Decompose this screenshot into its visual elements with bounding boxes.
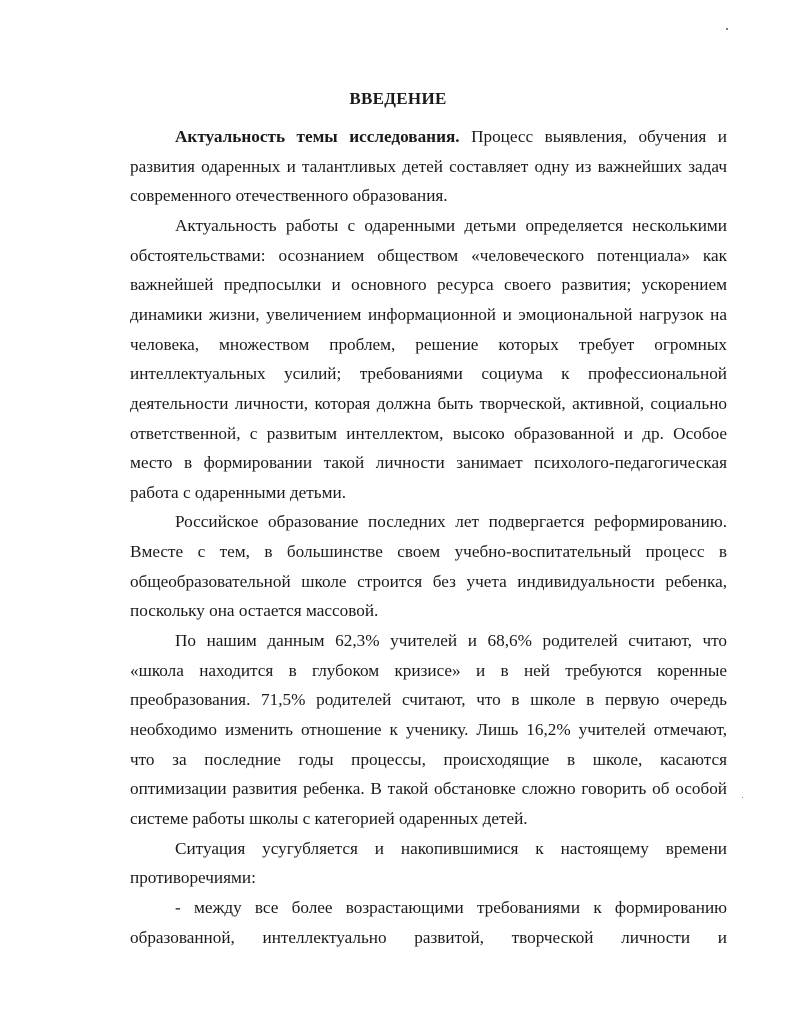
paragraph-line: преобразования. 71,5% родителей считают, что в школе в первую очередь (130, 690, 727, 709)
paragraph-line: «школа находится в глубоком кризисе» и в ней требуются коренные (130, 661, 727, 680)
paragraph-line: современного отечественного образования. (130, 186, 448, 205)
paragraph-line: что за последние годы процессы, происходящие в школе, касаются (130, 750, 727, 769)
paragraph-line: ответственной, с развитым интеллектом, высоко образованной и др. Особое (130, 424, 727, 443)
paragraph-line: интеллектуальных усилий; требованиями социума к профессиональной (130, 364, 727, 383)
paragraph-line: работа с одаренными детьми. (130, 483, 347, 502)
paragraph-line (175, 126, 727, 148)
paragraph-line: Актуальность работы с одаренными детьми определяется несколькими (175, 216, 727, 235)
paragraph-line: Российское образование последних лет подвергается реформированию. (175, 512, 727, 531)
paragraph-line: развития одаренных и талантливых детей составляет одну из важнейших задач (130, 157, 727, 176)
paragraph-line: поскольку она остается массовой. (130, 601, 379, 620)
paragraph-line: место в формировании такой личности занимает психолого-педагогическая (130, 453, 727, 472)
paragraph-line: противоречиями: (130, 868, 256, 887)
paragraph-line: Вместе с тем, в большинстве своем учебно-воспитательный процесс в (130, 542, 727, 561)
paragraph-line: системе работы школы с категорией одаренных детей. (130, 809, 528, 828)
paragraph-line: образованной, интеллектуально развитой, творческой личности и (130, 928, 727, 947)
paragraph-line: необходимо изменить отношение к ученику. Лишь 16,2% учителей отмечают, (130, 720, 727, 739)
scan-speck (742, 797, 743, 798)
paragraph-line: Ситуация усугубляется и накопившимися к настоящему времени (175, 839, 727, 858)
paragraph-line: По нашим данным 62,3% учителей и 68,6% родителей считают, что (175, 631, 727, 650)
scan-speck (726, 28, 728, 30)
page-title: ВВЕДЕНИЕ (349, 89, 447, 108)
paragraph-line: общеобразовательной школе строится без учета индивидуальности ребенка, (130, 572, 727, 591)
paragraph-line: человека, множеством проблем, решение которых требует огромных (130, 335, 727, 354)
paragraph-line: динамики жизни, увеличением информационной и эмоциональной нагрузок на (130, 305, 727, 324)
paragraph-line: оптимизации развития ребенка. В такой обстановке сложно говорить об особой (130, 779, 727, 798)
paragraph-text: Процесс выявления, обучения и (471, 127, 727, 146)
section-lead: Актуальность темы исследования. (175, 127, 460, 146)
paragraph-line: деятельности личности, которая должна быть творческой, активной, социально (130, 394, 727, 413)
paragraph-line: обстоятельствами: осознанием обществом «человеческого потенциала» как (130, 246, 727, 265)
paragraph-line: важнейшей предпосылки и основного ресурса своего развития; ускорением (130, 275, 727, 294)
paragraph-line: - между все более возрастающими требованиями к формированию (175, 898, 727, 917)
